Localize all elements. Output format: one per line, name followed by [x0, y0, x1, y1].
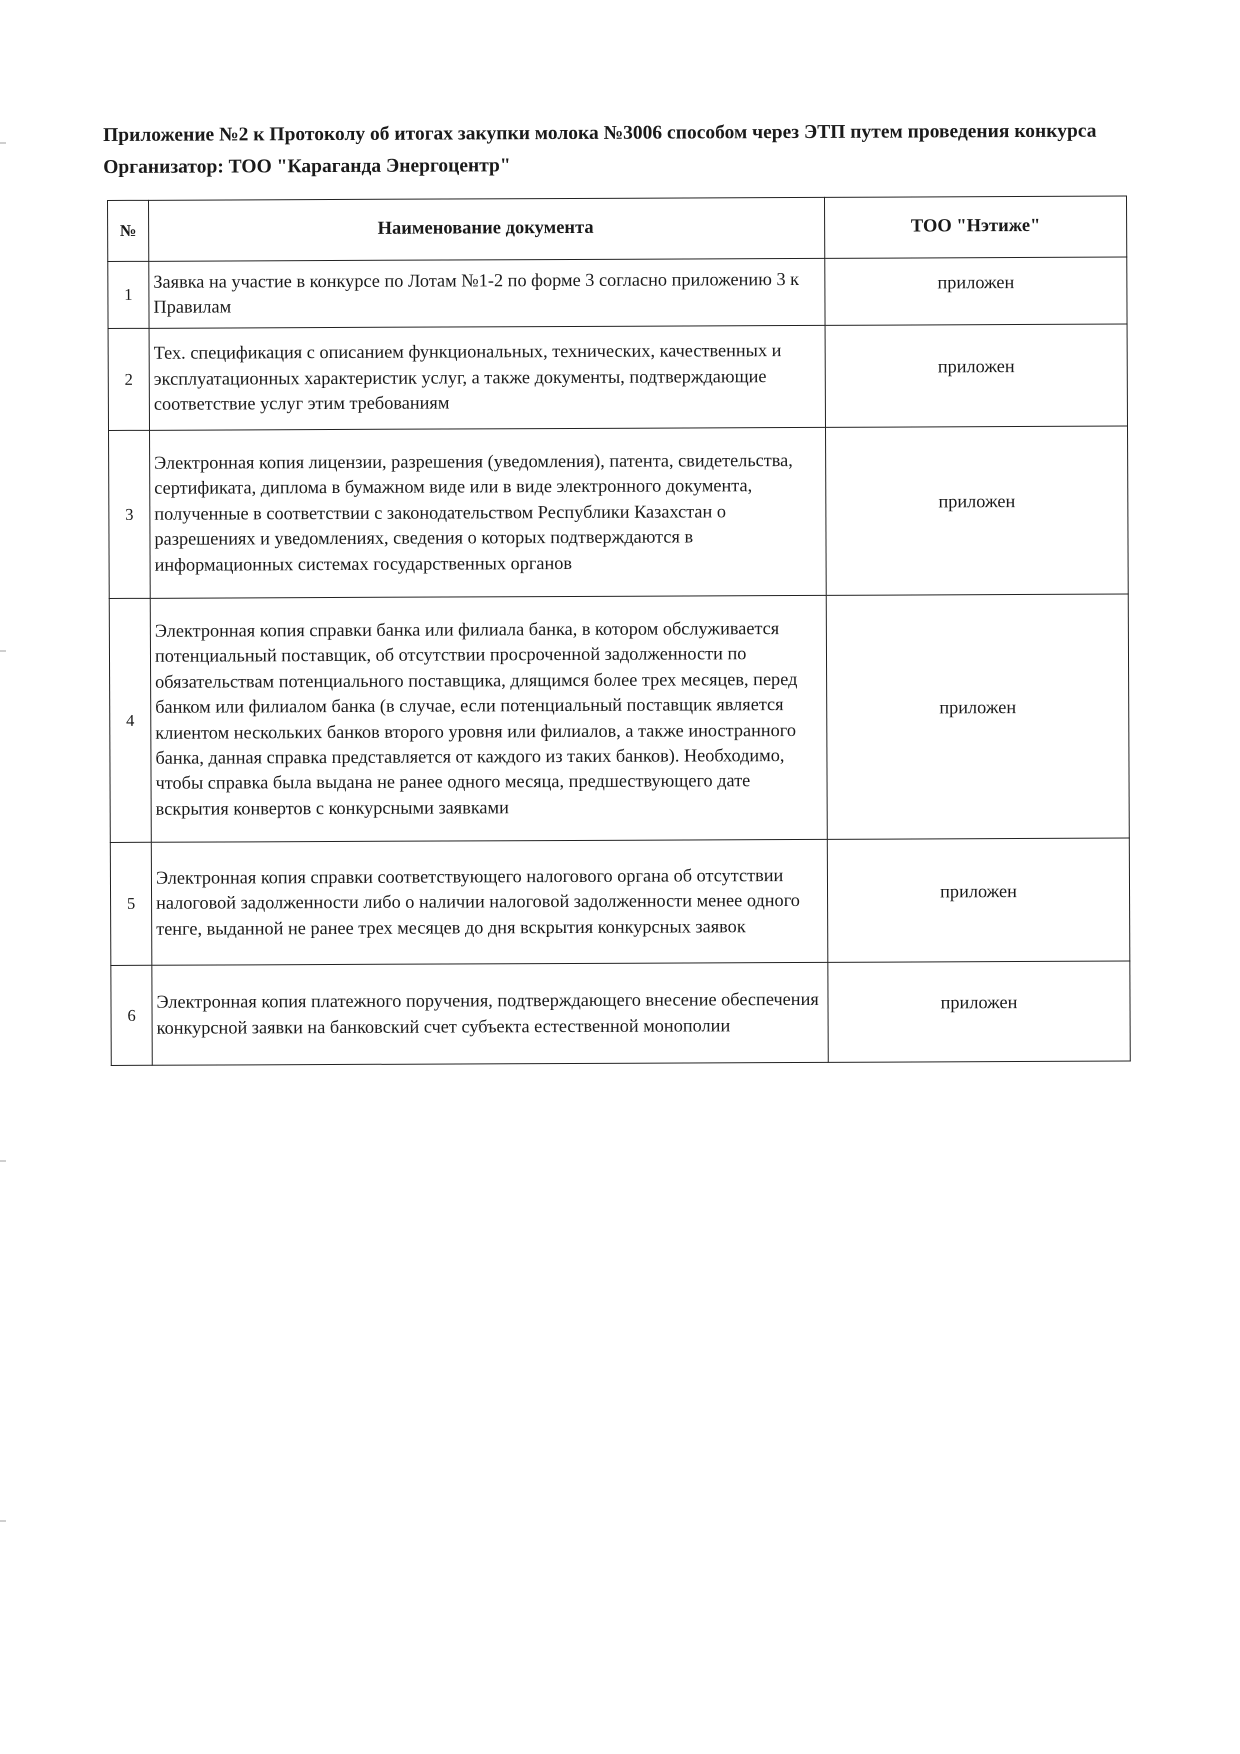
document-status: приложен — [828, 961, 1130, 1062]
scan-margin-mark — [0, 1160, 6, 1162]
row-number: 5 — [110, 842, 152, 965]
document-status: приложен — [826, 594, 1129, 839]
document-name: Тех. спецификация с описанием функциональных, технических, качественных и эксплуатационных характеристик услуг, а также документы, подтверждающие соответствие услуг этим требованиям — [149, 325, 825, 430]
row-number: 1 — [108, 261, 149, 328]
document-name: Электронная копия лицензии, разрешения (уведомления), патента, свидетельства, сертификата, диплома в бумажном виде или в виде электронного документа, полученные в соответствии с законодательством Республики Казахстан о разрешениях и уведомлениях, сведения о которых подтверждаются в информационных системах государственных органов — [150, 427, 827, 598]
table-header-row — [108, 196, 1127, 261]
table-row — [108, 257, 1127, 328]
table-row — [110, 838, 1130, 965]
document-header — [103, 116, 1123, 184]
scan-margin-mark — [0, 142, 6, 144]
row-number: 3 — [109, 430, 151, 598]
header-organizer: Организатор: ТОО "Караганда Энергоцентр" — [103, 155, 511, 178]
table-row — [109, 426, 1129, 598]
document-name: Электронная копия справки соответствующего налогового органа об отсутствии налоговой задолженности либо о наличии налоговой задолженности менее одного тенге, выданной не ранее трех месяцев до дня вскрытия конкурсных заявок — [151, 839, 828, 965]
scan-margin-mark — [0, 650, 6, 652]
scan-margin-mark — [0, 1520, 6, 1522]
table-row — [108, 324, 1127, 430]
row-number: 2 — [108, 328, 149, 430]
document-status: приложен — [825, 257, 1127, 325]
header-title: Приложение №2 к Протоколу об итогах закупки молока №3006 способом через ЭТП путем проведения конкурса — [103, 120, 1097, 146]
document-name: Заявка на участие в конкурсе по Лотам №1-2 по форме 3 согласно приложению 3 к Правилам — [149, 258, 825, 328]
documents-table — [107, 196, 1131, 1066]
document-name: Электронная копия платежного поручения, подтверждающего внесение обеспечения конкурсной заявки на банковский счет субъекта естественной монополии — [152, 962, 828, 1065]
table-row — [109, 594, 1129, 842]
row-number: 6 — [111, 965, 152, 1065]
column-header-number: № — [108, 200, 149, 261]
column-header-document-name: Наименование документа — [149, 197, 825, 261]
table-row — [111, 961, 1130, 1065]
document-status: приложен — [825, 324, 1127, 427]
document-status: приложен — [825, 426, 1128, 595]
row-number: 4 — [109, 598, 151, 842]
document-status: приложен — [827, 838, 1130, 962]
document-name: Электронная копия справки банка или филиала банка, в котором обслуживается потенциальный поставщик, об отсутствии просроченной задолженности по обязательствам потенциального поставщика, длящимся более трех месяцев, перед банком или филиалом банка (в случае, если потенциальный поставщик является клиентом нескольких банков второго уровня или филиалов, а также иностранного банка, данная справка представляется от каждого из таких банков). Необходимо, чтобы справка была выдана не ранее одного месяца, предшествующего дате вскрытия конвертов с конкурсными заявками — [150, 595, 827, 842]
column-header-supplier: ТОО "Нэтиже" — [824, 196, 1126, 258]
